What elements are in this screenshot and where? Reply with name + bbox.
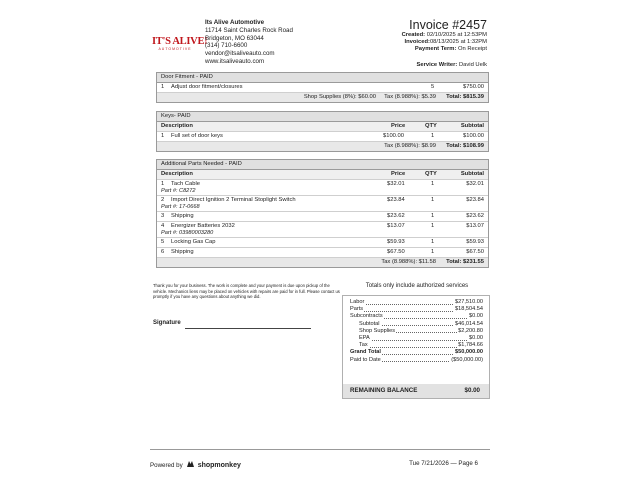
summary-label: Grand Total (350, 349, 381, 356)
invoice-page (150, 14, 490, 459)
summary-value: $0.00 (469, 335, 483, 341)
summary-value: $0.00 (469, 313, 483, 320)
section-additional-parts (156, 159, 489, 268)
table-row: 1 Full set of door keys $100.00 1 $100.00 (157, 132, 488, 142)
shop-phone: (314) 710-6600 (205, 42, 248, 50)
table-row: 6 Shipping $67.50 1 $67.50 (157, 248, 488, 258)
summary-label: Subcontracts (350, 313, 383, 320)
table-row: 3 Shipping $23.62 1 $23.62 (157, 212, 488, 222)
signature-line (185, 328, 311, 329)
summary-row (343, 306, 489, 313)
summary-label: Shop Supplies (359, 327, 396, 334)
part-number: Part #: C8272 (161, 187, 196, 194)
column-headers: Description Price QTY Subtotal (157, 122, 488, 132)
summary-row (343, 321, 489, 328)
logo-sub: AUTOMOTIVE (158, 47, 192, 51)
summary-row (343, 313, 489, 320)
shop-info (205, 19, 293, 66)
footer-date-page: Tue 7/21/2026 — Page 6 (409, 460, 478, 467)
section-header: Additional Parts Needed - PAID (157, 160, 488, 170)
section-header: Keys- PAID (157, 112, 488, 122)
summary-label: Subtotal (359, 320, 380, 327)
section-totals: Tax (8.988%): $8.99 Total: $108.99 (157, 142, 488, 151)
invoice-header (402, 18, 487, 54)
section-header: Door Fitment - PAID (157, 73, 488, 83)
section-totals: Tax (8.988%): $11.58 Total: $231.55 (157, 258, 488, 267)
shop-name: Its Alive Automotive (205, 19, 265, 26)
summary-value: $1,784.66 (458, 342, 483, 349)
summary-row (343, 299, 489, 306)
table-row: 4 Energizer Batteries 2032 Part #: 03980003280 $13.07 1 $13.07 (157, 222, 488, 238)
invoiced-line: Invoiced:08/13/2025 at 1:32PM (404, 39, 487, 46)
shop-address-2: Bridgeton, MO 63044 (205, 34, 264, 42)
section-totals: Shop Supplies (8%): $60.00 Tax (8.988%): $5.39 Total: $815.39 (157, 93, 488, 102)
shop-email: vendor@itsaliveauto.com (205, 50, 275, 58)
summary-value: ($50,000.00) (451, 356, 483, 363)
service-writer: Service Writer: David Uelk (416, 62, 487, 68)
part-number: Part #: 17-0668 (161, 203, 200, 210)
invoice-title: Invoice #2457 (409, 18, 487, 32)
table-row: 1 Adjust door fitment/closures 5 $750.00 (157, 83, 488, 93)
payment-term-line: Payment Term: On Receipt (414, 46, 487, 53)
summary-value: $27,510.00 (455, 299, 483, 305)
section-door-fitment (156, 72, 489, 103)
section-keys (156, 111, 489, 152)
part-number: Part #: 03980003280 (161, 229, 214, 236)
summary-row (343, 349, 489, 356)
shop-website: www.itsaliveauto.com (205, 57, 265, 65)
summary-value: $2,200.80 (458, 327, 483, 334)
summary-row (343, 335, 489, 342)
totals-box (342, 295, 490, 399)
shop-logo (152, 36, 208, 58)
table-row: 5 Locking Gas Cap $59.93 1 $59.93 (157, 238, 488, 248)
logo-word: IT'S ALIVE! (152, 36, 208, 47)
summary-value: $18,504.54 (455, 306, 483, 313)
summary-label: Tax (359, 342, 368, 349)
totals-note: Totals only include authorized services (365, 283, 469, 289)
summary-label: Parts (350, 306, 364, 313)
signature-label: Signature (153, 320, 181, 326)
shopmonkey-logo-icon (186, 460, 195, 470)
created-line: Created: 02/10/2025 at 12:53PM (401, 32, 487, 38)
disclaimer-text: Thank you for your business. The work is complete and your payment is due upon pickup of the vehicle. Mechanics liens may be placed on vehicles with repairs are paid for in full. Please contact us promptly if you have any questions about anything we did. (153, 283, 340, 299)
shop-address-1: 11714 Saint Charles Rock Road (205, 26, 293, 34)
column-headers: Description Price QTY Subtotal (157, 170, 488, 180)
summary-label: EPA (359, 335, 370, 341)
footer-powered-by: Powered by shopmonkey (150, 461, 241, 469)
summary-value: $46,014.54 (455, 320, 483, 327)
table-row: 1 Tach Cable Part #: C8272 $32.01 1 $32.01 (157, 180, 488, 196)
remaining-balance: REMAINING BALANCE $0.00 (343, 384, 489, 398)
summary-row (343, 357, 489, 364)
dot-leader (359, 340, 481, 341)
table-row: 2 Import Direct Ignition 2 Terminal Stoplight Switch Part #: 17-0668 $23.84 1 $23.84 (157, 196, 488, 212)
summary-value: $50,000.00 (455, 349, 483, 356)
summary-row (343, 328, 489, 335)
summary-label: Paid to Date (350, 356, 381, 363)
summary-row (343, 342, 489, 349)
summary-label: Labor (350, 299, 365, 305)
footer-divider (150, 449, 490, 450)
